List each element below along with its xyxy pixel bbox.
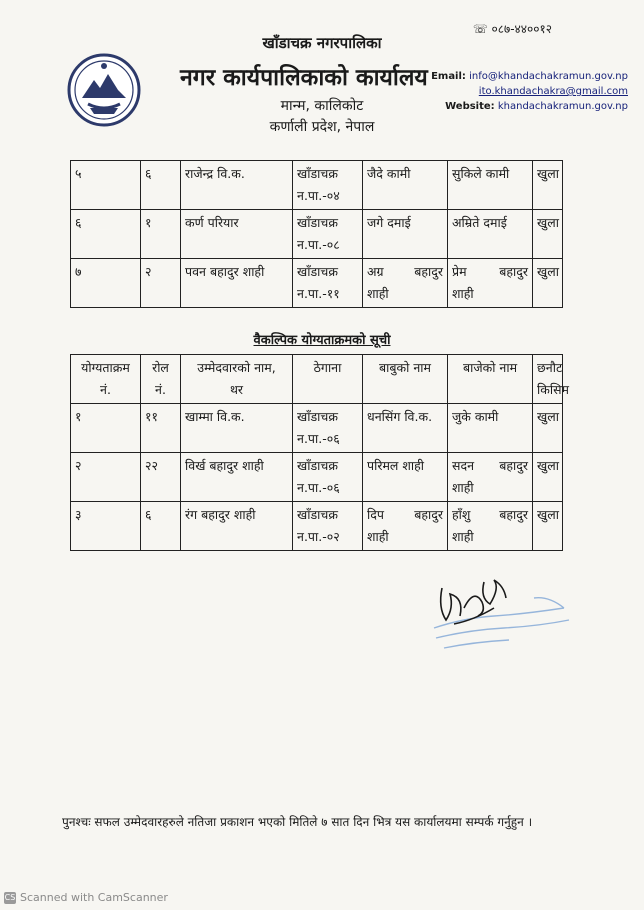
address-line-1: मान्म, कालिकोट: [280, 98, 364, 114]
name-cell: खाम्मा वि.क.: [181, 404, 293, 453]
header-name-line2: थर: [229, 382, 244, 397]
grandfather-middle: बहादुर: [499, 507, 528, 522]
website-label: Website:: [445, 101, 495, 112]
alternate-candidates-table: [70, 354, 570, 551]
rank-cell: १: [71, 404, 141, 453]
roll-cell: ६: [141, 502, 181, 551]
address-ward: न.पा.-०४: [297, 188, 340, 203]
father-surname: शाही: [367, 529, 389, 544]
address-ward: न.पा.-०६: [297, 480, 340, 495]
father-surname: शाही: [367, 286, 389, 301]
grandfather-first: प्रेम: [452, 264, 467, 279]
grandfather-cell: अम्रिते दमाई: [448, 210, 533, 259]
address-cell: [293, 404, 363, 453]
father-cell: जैदे कामी: [363, 161, 448, 210]
table-header-row: [71, 355, 563, 404]
signature-stamp-icon: [424, 568, 574, 668]
address-line: खाँडाचक्र: [297, 458, 338, 473]
header-rank-line2: नं.: [100, 382, 111, 397]
grandfather-surname: शाही: [452, 529, 474, 544]
selected-candidates-table: [70, 160, 563, 308]
header-address: ठेगाना: [293, 355, 363, 404]
address-line: खाँडाचक्र: [297, 264, 338, 279]
grandfather-cell: [448, 502, 533, 551]
header-roll-line2: नं.: [155, 382, 166, 397]
email-2[interactable]: ito.khandachakra@gmail.com: [478, 86, 628, 97]
type-cell: खुला: [533, 259, 563, 308]
table-row: [71, 453, 563, 502]
footnote: पुनश्चः सफल उम्मेदवारहरुले नतिजा प्रकाशन भएको मितिले ७ सात दिन भित्र यस कार्यालयमा सम्पर्क गर्नुहुन ।: [62, 815, 533, 829]
father-middle: बहादुर: [414, 507, 443, 522]
header-name: [181, 355, 293, 404]
rank-cell: ५: [71, 161, 141, 210]
website-link[interactable]: khandachakramun.gov.np: [497, 101, 628, 112]
roll-cell: १: [141, 210, 181, 259]
address-cell: [293, 161, 363, 210]
office-title: नगर कार्यपालिकाको कार्यालय: [180, 65, 428, 91]
scanner-watermark: [4, 891, 168, 904]
phone-number: ☏ ०८७-४४००१२: [472, 22, 552, 36]
alternate-list-title: वैकल्पिक योग्यताक्रमको सूची: [253, 333, 391, 348]
grandfather-cell: [448, 453, 533, 502]
contact-block: [431, 69, 628, 114]
address-line: खाँडाचक्र: [297, 166, 338, 181]
address-cell: [293, 453, 363, 502]
scanner-text: Scanned with CamScanner: [20, 891, 168, 904]
name-cell: विर्ख बहादुर शाही: [181, 453, 293, 502]
header-name-line1: उम्मेदवारको नाम,: [197, 360, 276, 375]
father-first: दिप: [367, 507, 384, 522]
father-cell: जगे दमाई: [363, 210, 448, 259]
grandfather-first: हाँशु: [452, 507, 471, 522]
header-rank-line1: योग्यताक्रम: [81, 360, 130, 375]
type-cell: खुला: [533, 502, 563, 551]
type-cell: खुला: [533, 404, 563, 453]
grandfather-surname: शाही: [452, 480, 474, 495]
type-cell: खुला: [533, 453, 563, 502]
email-1[interactable]: info@khandachakramun.gov.np: [469, 71, 628, 82]
table-row: [71, 210, 563, 259]
address-line: खाँडाचक्र: [297, 215, 338, 230]
rank-cell: ६: [71, 210, 141, 259]
header-type-line1: छनौट: [537, 360, 563, 375]
address-line-2: कर्णाली प्रदेश, नेपाल: [269, 119, 375, 135]
table-row: [71, 161, 563, 210]
type-cell: खुला: [533, 161, 563, 210]
address-cell: [293, 210, 363, 259]
name-cell: रंग बहादुर शाही: [181, 502, 293, 551]
father-cell: परिमल शाही: [363, 453, 448, 502]
header-father: बाबुको नाम: [363, 355, 448, 404]
rank-cell: ३: [71, 502, 141, 551]
name-cell: राजेन्द्र वि.क.: [181, 161, 293, 210]
address-cell: [293, 502, 363, 551]
father-first: अग्र: [367, 264, 384, 279]
type-cell: खुला: [533, 210, 563, 259]
address-ward: न.पा.-०२: [297, 529, 340, 544]
header-type: [533, 355, 570, 404]
address-ward: न.पा.-०६: [297, 431, 340, 446]
father-cell: धनसिंग वि.क.: [363, 404, 448, 453]
address-ward: न.पा.-११: [297, 286, 340, 301]
father-middle: बहादुर: [414, 264, 443, 279]
name-cell: पवन बहादुर शाही: [181, 259, 293, 308]
grandfather-middle: बहादुर: [499, 264, 528, 279]
roll-cell: २: [141, 259, 181, 308]
camscanner-logo-icon: CS: [4, 892, 16, 902]
address-line: खाँडाचक्र: [297, 409, 338, 424]
address-ward: न.पा.-०८: [297, 237, 340, 252]
grandfather-cell: जुके कामी: [448, 404, 533, 453]
father-cell: [363, 502, 448, 551]
grandfather-first: सदन: [452, 458, 475, 473]
roll-cell: ६: [141, 161, 181, 210]
header-roll-line1: रोल: [152, 360, 169, 375]
email-label: Email:: [431, 71, 466, 82]
header-rank: [71, 355, 141, 404]
grandfather-cell: [448, 259, 533, 308]
municipality-name: खाँडाचक्र नगरपालिका: [262, 34, 382, 52]
header-roll: [141, 355, 181, 404]
rank-cell: २: [71, 453, 141, 502]
rank-cell: ७: [71, 259, 141, 308]
header-type-line2: किसिम: [537, 382, 570, 397]
roll-cell: २२: [141, 453, 181, 502]
address-line: खाँडाचक्र: [297, 507, 338, 522]
table-row: [71, 404, 563, 453]
table-row: [71, 259, 563, 308]
grandfather-cell: सुकिले कामी: [448, 161, 533, 210]
grandfather-middle: बहादुर: [499, 458, 528, 473]
grandfather-surname: शाही: [452, 286, 474, 301]
name-cell: कर्ण परियार: [181, 210, 293, 259]
header-grandfather: बाजेको नाम: [448, 355, 533, 404]
father-cell: [363, 259, 448, 308]
roll-cell: ११: [141, 404, 181, 453]
table-row: [71, 502, 563, 551]
address-cell: [293, 259, 363, 308]
